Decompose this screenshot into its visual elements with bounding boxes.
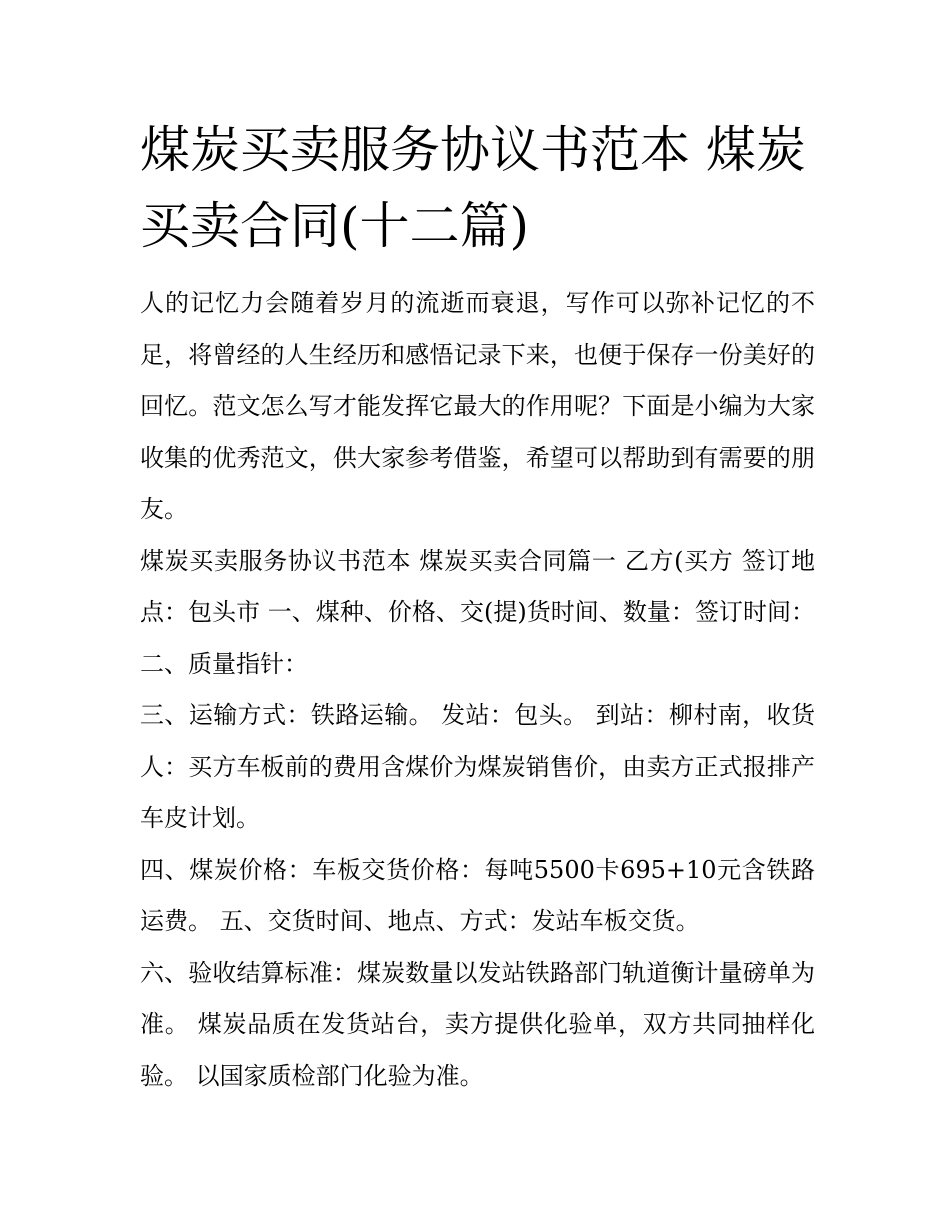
paragraph-intro: 人的记忆力会随着岁月的流逝而衰退，写作可以弥补记忆的不足，将曾经的人生经历和感悟记录下来，也便于保存一份美好的回忆。范文怎么写才能发挥它最大的作用呢？下面是小编为大家收集的优秀范文，供大家参考借鉴，希望可以帮助到有需要的朋友。 (140, 289, 815, 523)
paragraph-price: 四、煤炭价格：车板交货价格：每吨5500卡695+10元含铁路运费。 五、交货时间、地点、方式：发站车板交货。 (140, 855, 815, 935)
paragraph-transport: 三、运输方式：铁路运输。 发站：包头。 到站：柳村南，收货人：买方车板前的费用含煤价为煤炭销售价，由卖方正式报排产车皮计划。 (140, 701, 815, 832)
paragraph-acceptance: 六、验收结算标准：煤炭数量以发站铁路部门轨道衡计量磅单为准。 煤炭品质在发货站台，卖方提供化验单，双方共同抽样化验。 以国家质检部门化验为准。 (140, 958, 815, 1090)
document-body (140, 112, 815, 1102)
paragraph-contract-header: 煤炭买卖服务协议书范本 煤炭买卖合同篇一 乙方(买方 签订地点：包头市 一、煤种、价格、交(提)货时间、数量：签订时间： 二、质量指针： (140, 546, 815, 678)
document-title: 煤炭买卖服务协议书范本 煤炭买卖合同(十二篇) (140, 121, 806, 255)
